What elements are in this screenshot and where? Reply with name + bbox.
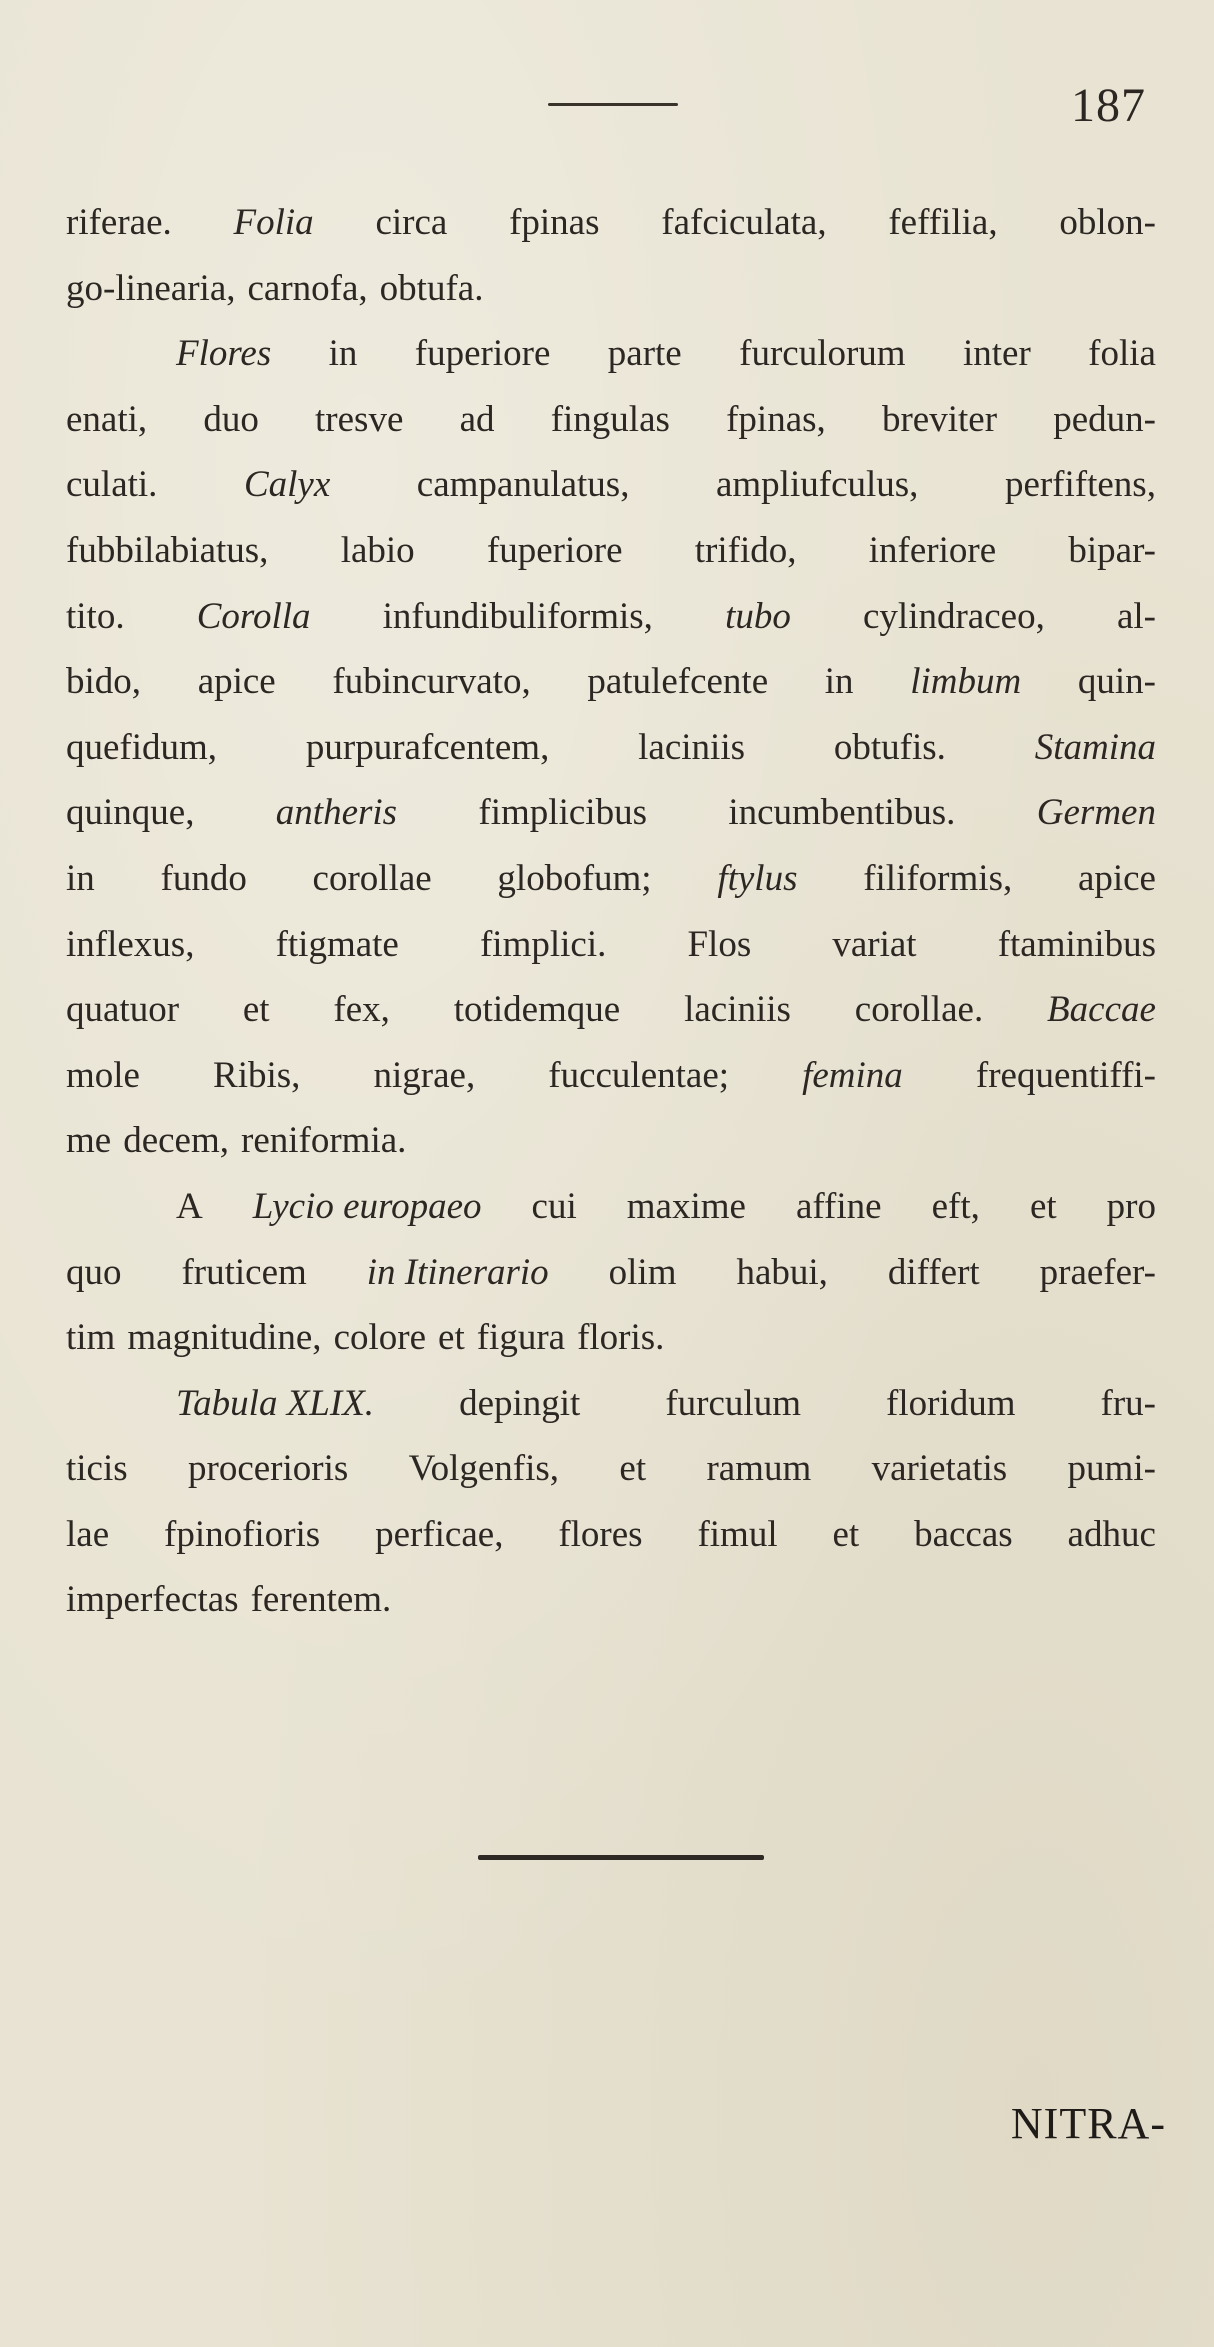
word: in: [824, 661, 854, 703]
word: cylindraceo,: [863, 595, 1045, 637]
word: me: [66, 1120, 112, 1162]
word: tim: [66, 1317, 116, 1359]
word: oblon-: [1059, 202, 1156, 243]
word: ramum: [706, 1448, 812, 1490]
word: inferiore: [868, 529, 997, 571]
word: feffilia,: [888, 202, 998, 243]
word: flores: [558, 1513, 643, 1555]
word: pedun-: [1053, 398, 1156, 440]
word: quefidum,: [66, 726, 218, 768]
word: decem,: [123, 1120, 229, 1162]
word: infundibuliformis,: [382, 595, 653, 637]
word: maxime: [626, 1185, 746, 1227]
word: Germen: [1036, 792, 1156, 834]
word: figura: [476, 1317, 566, 1359]
word: culati.: [66, 464, 158, 506]
word: labio: [340, 529, 415, 571]
word: fpinofioris: [164, 1513, 321, 1555]
word: floris.: [577, 1317, 665, 1359]
word: affine: [795, 1185, 882, 1227]
word: inflexus,: [66, 923, 195, 965]
word: go-linearia,: [66, 267, 236, 309]
word: imperfectas: [66, 1579, 239, 1621]
word: Folia: [233, 202, 314, 243]
word: Calyx: [243, 464, 331, 506]
word: colore: [333, 1317, 427, 1359]
word: furculum: [665, 1382, 801, 1424]
word: perficae,: [375, 1513, 504, 1555]
text-line: [66, 1043, 1156, 1109]
word: variat: [832, 923, 917, 965]
word: fimplici.: [479, 923, 607, 965]
word: folia: [1088, 333, 1156, 375]
word: apice: [197, 661, 276, 703]
word: adhuc: [1067, 1513, 1156, 1555]
word: lae: [66, 1513, 110, 1555]
word: fpinas: [509, 202, 600, 243]
text-line: [66, 715, 1156, 781]
text-line: [66, 977, 1156, 1043]
word: perfiftens,: [1004, 464, 1156, 506]
word: fru-: [1100, 1382, 1156, 1424]
word: Stamina: [1034, 726, 1156, 768]
word: Flores: [176, 333, 272, 375]
word: incumbentibus.: [728, 792, 956, 834]
word: fingulas: [550, 398, 670, 440]
word: breviter: [881, 398, 998, 440]
text-line: [66, 1436, 1156, 1502]
word: et: [619, 1448, 647, 1490]
word: patulefcente: [587, 661, 769, 703]
word: campanulatus,: [416, 464, 630, 506]
word: inter: [962, 333, 1031, 375]
word: tresve: [315, 398, 404, 440]
word: laciniis: [684, 989, 791, 1031]
word: filiformis,: [863, 857, 1013, 899]
word: tubo: [725, 595, 791, 637]
word: fex,: [333, 989, 390, 1031]
word: baccas: [914, 1513, 1013, 1555]
text-line: [66, 780, 1156, 846]
word: cui: [531, 1185, 577, 1227]
word: Lycio europaeo: [252, 1185, 482, 1227]
text-line: [66, 452, 1156, 518]
catchword: NITRA-: [1010, 2099, 1166, 2148]
word: laciniis: [638, 726, 746, 768]
word: Ribis,: [213, 1054, 301, 1096]
word: olim: [608, 1251, 677, 1293]
word: Volgenfis,: [408, 1448, 560, 1490]
text-line: [66, 1502, 1156, 1568]
word: enati,: [66, 398, 148, 440]
word: ampliufculus,: [715, 464, 919, 506]
text-line: [66, 321, 1156, 387]
word: carnofa,: [247, 267, 368, 309]
word: fimplicibus: [478, 792, 647, 834]
word: procerioris: [188, 1448, 349, 1490]
word: duo: [203, 398, 259, 440]
word: obtufa.: [379, 267, 484, 309]
word: frequentiffi-: [975, 1054, 1156, 1096]
word: fpinas,: [726, 398, 826, 440]
word: parte: [607, 333, 682, 375]
text-line: [66, 1305, 1156, 1371]
word: ferentem.: [250, 1579, 392, 1621]
text-line: [66, 518, 1156, 584]
word: depingit: [459, 1382, 581, 1424]
word: nigrae,: [373, 1054, 476, 1096]
word: al-: [1116, 595, 1156, 637]
word: quinque,: [66, 792, 195, 834]
word: apice: [1077, 857, 1156, 899]
word: mole: [66, 1054, 140, 1096]
word: et: [242, 989, 270, 1031]
word: fucculentae;: [548, 1054, 730, 1096]
word: et: [1029, 1185, 1057, 1227]
word: Flos: [687, 923, 752, 965]
word: ad: [459, 398, 495, 440]
word: eft,: [931, 1185, 980, 1227]
word: pro: [1106, 1185, 1156, 1227]
page-number: 187: [1071, 79, 1146, 132]
text-line: [66, 846, 1156, 912]
word: quatuor: [66, 989, 180, 1031]
text-line: [66, 912, 1156, 978]
word: bipar-: [1068, 529, 1156, 571]
word: ftylus: [717, 857, 798, 899]
word: antheris: [275, 792, 398, 834]
word: ftaminibus: [997, 923, 1156, 965]
word: Tabula XLIX.: [176, 1382, 375, 1424]
word: in: [328, 333, 358, 375]
section-end-rule: [478, 1855, 764, 1860]
header-rule: [548, 103, 678, 106]
text-line: [66, 387, 1156, 453]
word: fubbilabiatus,: [66, 529, 269, 571]
word: femina: [802, 1054, 903, 1096]
word: fruticem: [181, 1251, 307, 1293]
text-line: [66, 1240, 1156, 1306]
word: et: [438, 1317, 465, 1359]
word: corollae: [312, 857, 432, 899]
word: magnitudine,: [127, 1317, 322, 1359]
word: bido,: [66, 661, 142, 703]
word: varietatis: [871, 1448, 1008, 1490]
word: habui,: [736, 1251, 828, 1293]
word: quin-: [1077, 661, 1156, 703]
word: praefer-: [1039, 1251, 1156, 1293]
text-line: [66, 1371, 1156, 1437]
word: purpurafcentem,: [305, 726, 550, 768]
text-line: [66, 190, 1156, 256]
word: trifido,: [694, 529, 797, 571]
body-text: [66, 190, 1156, 1633]
word: limbum: [910, 661, 1022, 703]
word: obtufis.: [833, 726, 946, 768]
word: circa: [375, 202, 448, 243]
word: et: [832, 1513, 860, 1555]
word: Corolla: [196, 595, 311, 637]
word: quo: [66, 1251, 122, 1293]
text-line: [66, 1108, 1156, 1174]
word: tito.: [66, 595, 125, 637]
text-line: [66, 1567, 1156, 1633]
text-line: [66, 1174, 1156, 1240]
word: in: [66, 857, 95, 899]
word: differt: [887, 1251, 980, 1293]
word: ticis: [66, 1448, 128, 1490]
word: ftigmate: [275, 923, 399, 965]
text-line: [66, 256, 1156, 322]
word: fuperiore: [486, 529, 623, 571]
word: fuperiore: [414, 333, 551, 375]
word: A: [176, 1185, 203, 1227]
word: reniformia.: [241, 1120, 407, 1162]
word: furculorum: [739, 333, 906, 375]
word: globofum;: [497, 857, 652, 899]
word: fundo: [160, 857, 247, 899]
word: pumi-: [1067, 1448, 1156, 1490]
word: riferae.: [66, 202, 172, 243]
text-line: [66, 584, 1156, 650]
word: fafciculata,: [661, 202, 827, 243]
word: corollae.: [854, 989, 984, 1031]
text-line: [66, 649, 1156, 715]
word: fubincurvato,: [332, 661, 531, 703]
word: totidemque: [453, 989, 621, 1031]
word: fimul: [697, 1513, 778, 1555]
word: in Itinerario: [366, 1251, 549, 1293]
word: Baccae: [1047, 989, 1156, 1031]
word: floridum: [886, 1382, 1016, 1424]
